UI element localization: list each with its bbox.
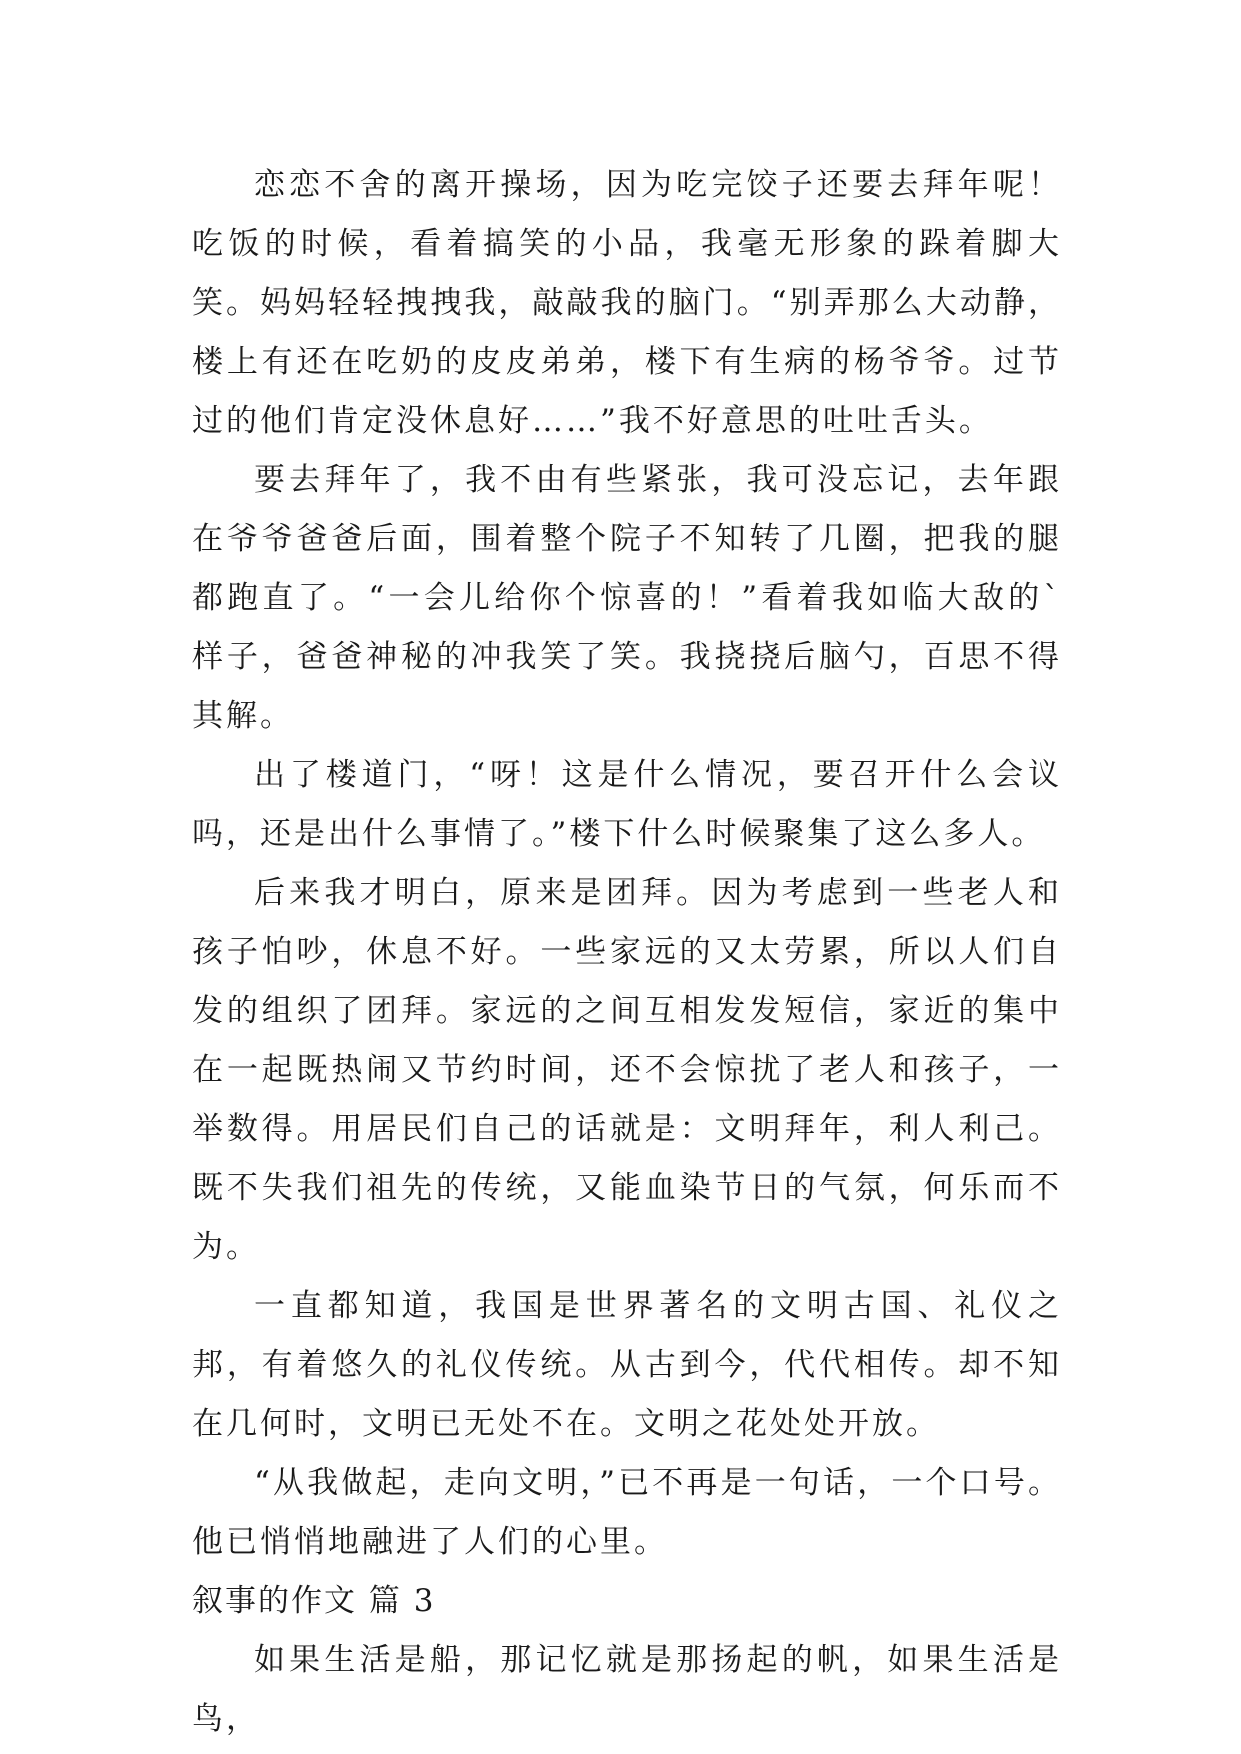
paragraph-start-with-me: “从我做起，走向文明，”已不再是一句话，一个口号。他已悄悄地融进了人们的心里。 [192, 1465, 1062, 1560]
paragraph-stairwell-door: 出了楼道门，“呀！这是什么情况，要召开什么会议吗，还是出什么事情了。”楼下什么时候聚集了这么多人。 [192, 757, 1062, 852]
section-heading: 叙事的作文 篇 3 [192, 1583, 436, 1619]
paragraph-new-year-visit: 要去拜年了，我不由有些紧张，我可没忘记，去年跟在爷爷爸爸后面，围着整个院子不知转了几圈，把我的腿都跑直了。“一会儿给你个惊喜的！”看着我如临大敌的`样子，爸爸神秘的冲我笑了笑。我挠挠后脑勺，百思不得其解。 [192, 462, 1062, 734]
paragraph-group-greeting: 后来我才明白，原来是团拜。因为考虑到一些老人和孩子怕吵，休息不好。一些家远的又太劳累，所以人们自发的组织了团拜。家远的之间互相发发短信，家近的集中在一起既热闹又节约时间，还不会惊扰了老人和孩子，一举数得。用居民们自己的话就是：文明拜年，利人利己。既不失我们祖先的传统，又能血染节日的气氛，何乐而不为。 [192, 875, 1062, 1265]
paragraph-civilized-nation: 一直都知道，我国是世界著名的文明古国、礼仪之邦，有着悠久的礼仪传统。从古到今，代代相传。却不知在几何时，文明已无处不在。文明之花处处开放。 [192, 1288, 1062, 1442]
paragraph-life-is-a-boat: 如果生活是船，那记忆就是那扬起的帆，如果生活是鸟， [192, 1642, 1062, 1737]
paragraph-leaving-playground: 恋恋不舍的离开操场，因为吃完饺子还要去拜年呢！吃饭的时候，看着搞笑的小品，我毫无形象的跺着脚大笑。妈妈轻轻拽拽我，敲敲我的脑门。“别弄那么大动静，楼上有还在吃奶的皮皮弟弟，楼下有生病的杨爷爷。过节过的他们肯定没休息好……”我不好意思的吐吐舌头。 [192, 167, 1062, 439]
document-page [192, 156, 1062, 1749]
